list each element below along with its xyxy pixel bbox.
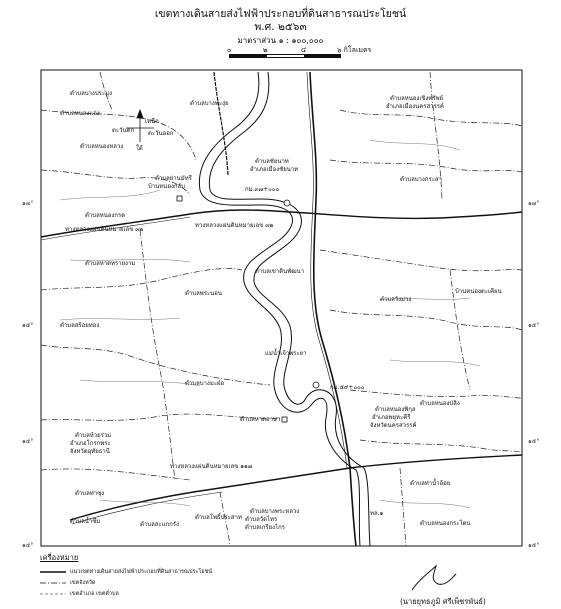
km-label: กม.๕๙+๐๐๐ [330, 384, 365, 391]
place-label: ตำบลบางกระสา [400, 176, 442, 183]
place-label: ตำบลห้วยร่วม [75, 432, 112, 439]
place-label: ตำบลชัยนาท [255, 158, 289, 165]
road-label: ทล.๑ [370, 510, 384, 517]
scale-tick-4: ๔ [301, 46, 307, 54]
place-label: อำเภอเมืองชัยนาท [250, 166, 299, 173]
scale-tick-6: ๖ กิโลเมตร [337, 46, 372, 54]
km-marker-37 [284, 200, 290, 206]
legend-item: เขตอำเภอ เขตตำบล [70, 591, 119, 597]
place-label: ตำบลหนองแอ่ง [60, 110, 100, 117]
place-label: อำเภอโกรกพระ [70, 440, 111, 447]
road-label: ทางหลวงแผ่นดินหมายเลข ๓๒ [195, 222, 274, 229]
place-label: ตำบลหาดอาษา [240, 416, 281, 423]
scale-tick-0: ๐ [227, 46, 232, 54]
place-label: ตำบลโพธิ์ประสาท [195, 514, 242, 521]
place-label: ตำบลบางมะฝ่อ [185, 380, 225, 387]
legend-item: เขตจังหวัด [70, 580, 96, 586]
road-label: ทางหลวงแผ่นดินหมายเลข ๑๑๗ [170, 463, 253, 470]
village-marker-1 [177, 196, 182, 201]
coord-label: ๑๗° [22, 200, 34, 207]
place-label: ตำบลเกรียงไกร [245, 524, 285, 531]
scale-label: มาตราส่วน ๑ : ๑๐๐,๐๐๐ [237, 36, 324, 45]
place-label: ตำบลหนองกรด [85, 212, 126, 219]
place-label: ตำบลบางพะงุ่ย [190, 100, 229, 107]
highway-1 [310, 72, 356, 546]
place-label: ตำบลวังม่วง [380, 296, 412, 303]
place-label: ตำบลเขาดินพัฒนา [255, 268, 305, 275]
coord-label: ๑๕° [22, 322, 34, 329]
coord-label: ๑๕° [528, 542, 540, 549]
river [199, 72, 360, 546]
coord-label: ๑๕° [528, 438, 540, 445]
place-label: ตำบลพระนอน [185, 290, 222, 297]
coord-label: ๑๕° [528, 322, 540, 329]
place-label: ตำบลหนองหลวง [80, 143, 124, 150]
km-label: กม.๓๗+๐๐๐ [245, 186, 280, 193]
place-label: ตำบลบางประมุง [70, 90, 112, 97]
signature-mark [412, 566, 456, 590]
north-arrow-icon [126, 110, 154, 142]
coord-label: ๑๗° [528, 200, 540, 207]
place-label: ตำบลสะแกกรัง [140, 521, 179, 528]
signature-name: (นายยุทธภูมิ ศรีเพ็ชรพันธ์) [400, 597, 486, 606]
compass-west: ตะวันตก [112, 127, 135, 134]
place-label: ตำบลวัดไทร [245, 516, 278, 523]
map-title: เขตทางเดินสายส่งไฟฟ้าประกอบที่ดินสาธารณประโยชน์ [154, 8, 407, 20]
place-label: ตำบลน้ำซึม [70, 518, 101, 525]
place-label: ตำบลหนองกระโดน [420, 520, 471, 527]
place-label: อำเภอเมืองนครสวรรค์ [386, 103, 444, 110]
legend-item: แนวเขตทางเดินสายส่งไฟฟ้าประกอบที่ดินสาธารณประโยชน์ [70, 569, 213, 575]
coord-label: ๑๕° [22, 542, 34, 549]
place-label: ตำบลหนองปลิง [420, 400, 460, 407]
place-label: ตำบลท่าซุง [75, 490, 105, 497]
km-marker-59 [313, 382, 319, 388]
place-label: อำเภอพยุหะคีรี [372, 414, 411, 421]
place-label: ตำบลย่านมัทรี [155, 175, 192, 182]
place-label: ตำบลหนองเขิงทรัพย์ [390, 95, 444, 102]
map-year: พ.ศ. ๒๕๖๓ [254, 21, 307, 33]
place-label: ตำบลหนองพิกุล [375, 406, 416, 413]
road-label: ทางหลวงแผ่นดินหมายเลข ๓๒ [65, 226, 144, 233]
village-marker-2 [282, 417, 287, 422]
compass-south: ใต้ [136, 145, 143, 152]
scale-tick-2: ๒ [263, 46, 268, 54]
place-label: ตำบลสร้อยทอง [60, 322, 100, 329]
legend-title: เครื่องหมาย [40, 553, 79, 562]
compass-north: เหนือ [145, 118, 159, 125]
place-label: ตำบลบางพระหลวง [250, 508, 300, 515]
compass-east: ตะวันออก [148, 130, 174, 137]
coord-label: ๑๕° [22, 438, 34, 445]
place-label: จังหวัดอุทัยธานี [70, 448, 110, 455]
place-label: บ้านหนองกลับ [148, 183, 185, 190]
place-label: จังหวัดนครสวรรค์ [370, 422, 417, 429]
place-label: ตำบลหาดทรายงาม [85, 260, 136, 267]
river-label: แม่น้ำเจ้าพระยา [265, 350, 307, 357]
place-label: บ้านหนองตะเคียน [455, 288, 502, 295]
map-frame [41, 70, 522, 546]
place-label: ตำบลท่าน้ำอ้อย [410, 480, 451, 487]
